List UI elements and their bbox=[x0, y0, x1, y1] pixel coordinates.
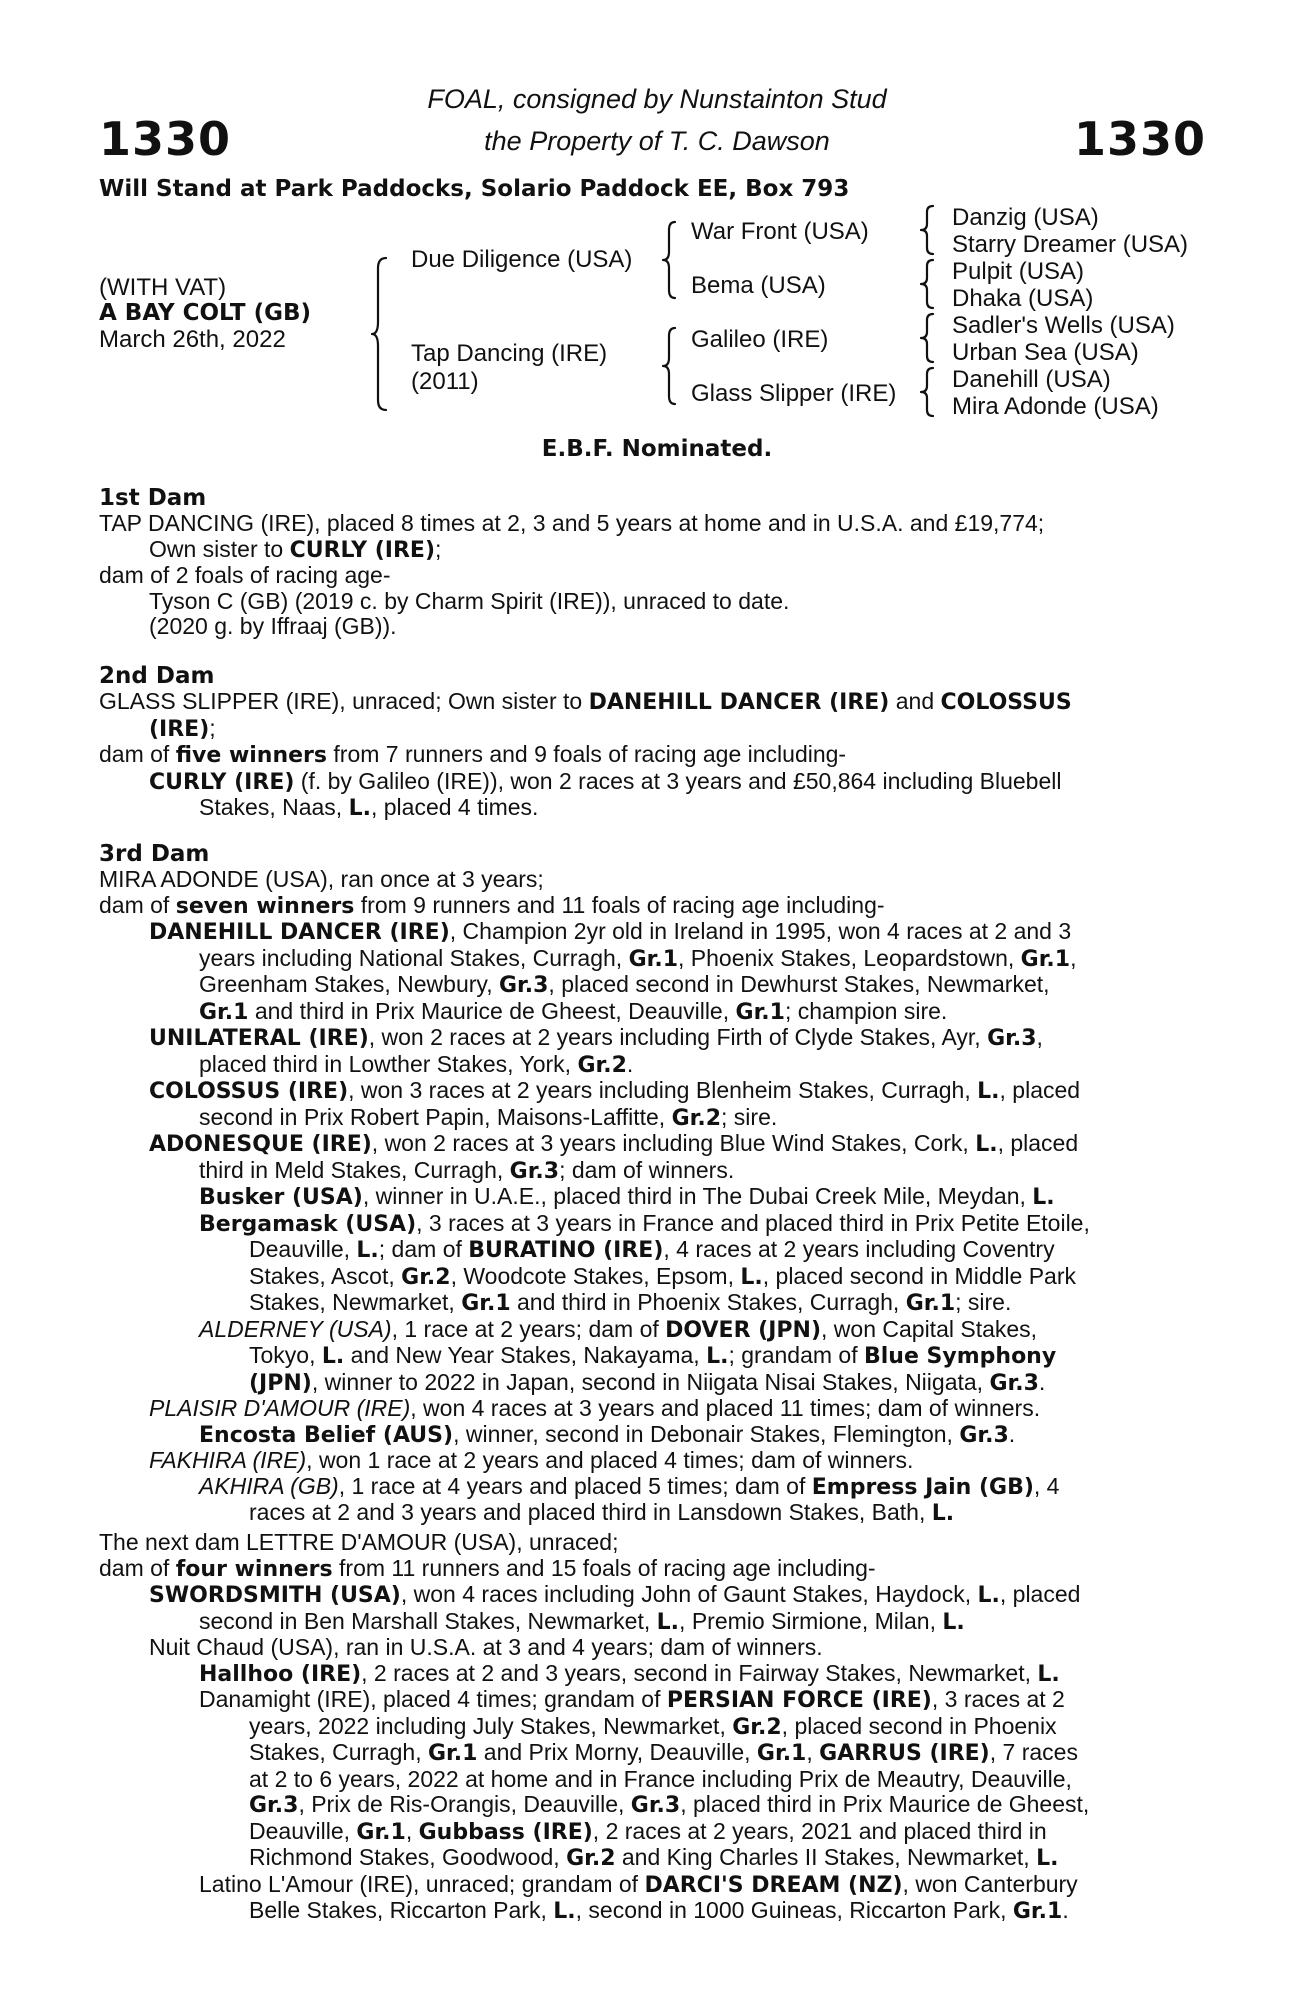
second-dam-line-2: (IRE); bbox=[149, 714, 216, 742]
second-dam-line-3: dam of five winners from 7 runners and 9 foals of racing age including- bbox=[99, 741, 847, 768]
third-dam-line-2: dam of seven winners from 9 runners and 11 foals of racing age including- bbox=[99, 891, 885, 919]
dam: Tap Dancing (IRE) bbox=[411, 340, 608, 367]
stand-location: Will Stand at Park Paddocks, Solario Paddock EE, Box 793 bbox=[99, 176, 850, 202]
produce-line: Deauville, L.; dam of BURATINO (IRE), 4 races at 2 years including Coventry bbox=[249, 1236, 1055, 1263]
second-dam-heading: 2nd Dam bbox=[99, 663, 215, 689]
pedigree-brace-3d bbox=[921, 366, 937, 418]
first-dam-line-1: TAP DANCING (IRE), placed 8 times at 2, 3 and 5 years at home and in U.S.A. and £19,774; bbox=[99, 510, 1045, 536]
produce-line: second in Ben Marshall Stakes, Newmarket, L., Premio Sirmione, Milan, L. bbox=[199, 1607, 965, 1635]
ancestor-8: Mira Adonde (USA) bbox=[952, 393, 1159, 420]
produce-latino-lamour: Latino L'Amour (IRE), unraced; grandam of DARCI'S DREAM (NZ), won Canterbury bbox=[199, 1870, 1078, 1898]
produce-plaisir-damour: PLAISIR D'AMOUR (IRE), won 4 races at 3 years and placed 11 times; dam of winners. bbox=[149, 1395, 1041, 1421]
horse-name: A BAY COLT (GB) bbox=[99, 300, 312, 326]
produce-colossus: COLOSSUS (IRE), won 3 races at 2 years including Blenheim Stakes, Curragh, L., placed bbox=[149, 1077, 1081, 1104]
produce-nuit-chaud: Nuit Chaud (USA), ran in U.S.A. at 3 and 4 years; dam of winners. bbox=[149, 1634, 823, 1660]
second-dam-produce-1: CURLY (IRE) (f. by Galileo (IRE)), won 2 races at 3 years and £50,864 including Bluebell bbox=[149, 767, 1062, 795]
produce-alderney: ALDERNEY (USA), 1 race at 2 years; dam of DOVER (JPN), won Capital Stakes, bbox=[199, 1315, 1038, 1343]
produce-line: races at 2 and 3 years and placed third in Lansdown Stakes, Bath, L. bbox=[249, 1499, 955, 1526]
pedigree-brace-3c bbox=[921, 312, 937, 364]
produce-line: Stakes, Newmarket, Gr.1 and third in Phoenix Stakes, Curragh, Gr.1; sire. bbox=[249, 1289, 1012, 1316]
produce-line: Deauville, Gr.1, Gubbass (IRE), 2 races at 2 years, 2021 and placed third in bbox=[249, 1817, 1047, 1845]
produce-line: Greenham Stakes, Newbury, Gr.3, placed second in Dewhurst Stakes, Newmarket, bbox=[199, 971, 1050, 998]
produce-line: placed third in Lowther Stakes, York, Gr.2. bbox=[199, 1050, 634, 1078]
produce-unilateral: UNILATERAL (IRE), won 2 races at 2 years including Firth of Clyde Stakes, Ayr, Gr.3, bbox=[149, 1024, 1043, 1051]
produce-line: Gr.1 and third in Prix Maurice de Gheest, Deauville, Gr.1; champion sire. bbox=[199, 997, 948, 1025]
third-dam-section bbox=[99, 842, 1203, 1527]
ancestor-7: Danehill (USA) bbox=[952, 366, 1111, 393]
first-dam-line-3: dam of 2 foals of racing age- bbox=[99, 562, 391, 588]
dam-year: (2011) bbox=[411, 368, 479, 395]
produce-swordsmith: SWORDSMITH (USA), won 4 races including John of Gaunt Stakes, Haydock, L., placed bbox=[149, 1581, 1081, 1608]
produce-akhira: AKHIRA (GB), 1 race at 4 years and placed 5 times; dam of Empress Jain (GB), 4 bbox=[199, 1472, 1060, 1500]
dam-sire: Galileo (IRE) bbox=[691, 326, 829, 353]
produce-danamight: Danamight (IRE), placed 4 times; grandam of PERSIAN FORCE (IRE), 3 races at 2 bbox=[199, 1686, 1065, 1713]
produce-adonesque: ADONESQUE (IRE), won 2 races at 3 years including Blue Wind Stakes, Cork, L., placed bbox=[149, 1130, 1079, 1157]
next-dam-section bbox=[99, 1530, 1203, 1925]
produce-fakhira: FAKHIRA (IRE), won 1 race at 2 years and placed 4 times; dam of winners. bbox=[149, 1447, 914, 1473]
lot-number-right: 1330 bbox=[1073, 112, 1206, 166]
pedigree-brace-2a bbox=[663, 220, 679, 300]
sire-sire: War Front (USA) bbox=[691, 218, 869, 245]
produce-line: years, 2022 including July Stakes, Newmarket, Gr.2, placed second in Phoenix bbox=[249, 1712, 1057, 1740]
produce-line: (JPN), winner to 2022 in Japan, second in Niigata Nisai Stakes, Niigata, Gr.3. bbox=[249, 1368, 1046, 1396]
first-dam-produce-1: Tyson C (GB) (2019 c. by Charm Spirit (IRE)), unraced to date. bbox=[149, 587, 790, 614]
ebf-nomination: E.B.F. Nominated. bbox=[541, 436, 773, 462]
produce-line: at 2 to 6 years, 2022 at home and in France including Prix de Meautry, Deauville, bbox=[249, 1765, 1072, 1792]
owner-line: the Property of T. C. Dawson bbox=[484, 126, 830, 156]
produce-line: Belle Stakes, Riccarton Park, L., second in 1000 Guineas, Riccarton Park, Gr.1. bbox=[249, 1897, 1069, 1924]
first-dam-produce-2: (2020 g. by Iffraaj (GB)). bbox=[149, 613, 397, 639]
first-dam-heading: 1st Dam bbox=[99, 485, 207, 511]
sire-dam: Bema (USA) bbox=[691, 272, 826, 299]
second-dam-section bbox=[99, 664, 1203, 822]
third-dam-heading: 3rd Dam bbox=[99, 841, 210, 867]
first-dam-line-2: Own sister to CURLY (IRE); bbox=[149, 535, 442, 563]
produce-encosta-belief: Encosta Belief (AUS), winner, second in Debonair Stakes, Flemington, Gr.3. bbox=[199, 1420, 1016, 1448]
ancestor-6: Urban Sea (USA) bbox=[952, 339, 1139, 366]
third-dam-line-1: MIRA ADONDE (USA), ran once at 3 years; bbox=[99, 866, 544, 892]
pedigree-brace-1 bbox=[372, 256, 394, 412]
produce-bergamask: Bergamask (USA), 3 races at 3 years in France and placed third in Prix Petite Etoile, bbox=[199, 1209, 1090, 1237]
lot-number-left: 1330 bbox=[99, 112, 232, 166]
sire: Due Diligence (USA) bbox=[411, 246, 633, 273]
produce-busker: Busker (USA), winner in U.A.E., placed third in The Dubai Creek Mile, Meydan, L. bbox=[199, 1183, 1055, 1210]
produce-line: years including National Stakes, Curragh, Gr.1, Phoenix Stakes, Leopardstown, Gr.1, bbox=[199, 944, 1077, 972]
ancestor-3: Pulpit (USA) bbox=[952, 258, 1085, 285]
produce-line: second in Prix Robert Papin, Maisons-Laffitte, Gr.2; sire. bbox=[199, 1103, 778, 1131]
next-dam-line-1: The next dam LETTRE D'AMOUR (USA), unraced; bbox=[99, 1529, 619, 1555]
vat-note: (WITH VAT) bbox=[99, 274, 227, 301]
first-dam-section bbox=[99, 486, 1203, 640]
ancestor-1: Danzig (USA) bbox=[952, 204, 1099, 231]
second-dam-line-1: GLASS SLIPPER (IRE), unraced; Own sister to DANEHILL DANCER (IRE) and COLOSSUS bbox=[99, 688, 1072, 715]
next-dam-line-2: dam of four winners from 11 runners and 15 foals of racing age including- bbox=[99, 1554, 876, 1582]
pedigree-brace-3b bbox=[921, 258, 937, 310]
produce-line: Stakes, Curragh, Gr.1 and Prix Morny, Deauville, Gr.1, GARRUS (IRE), 7 races bbox=[249, 1739, 1078, 1766]
ancestor-5: Sadler's Wells (USA) bbox=[952, 312, 1175, 339]
ancestor-4: Dhaka (USA) bbox=[952, 285, 1094, 312]
produce-line: Tokyo, L. and New Year Stakes, Nakayama, L.; grandam of Blue Symphony bbox=[249, 1342, 1057, 1369]
produce-danehill-dancer: DANEHILL DANCER (IRE), Champion 2yr old in Ireland in 1995, won 4 races at 2 and 3 bbox=[149, 918, 1072, 945]
ancestor-2: Starry Dreamer (USA) bbox=[952, 231, 1189, 258]
produce-line: Richmond Stakes, Goodwood, Gr.2 and King Charles II Stakes, Newmarket, L. bbox=[249, 1844, 1059, 1871]
second-dam-produce-2: Stakes, Naas, L., placed 4 times. bbox=[199, 794, 539, 821]
dam-dam: Glass Slipper (IRE) bbox=[691, 380, 897, 407]
produce-line: third in Meld Stakes, Curragh, Gr.3; dam of winners. bbox=[199, 1156, 735, 1184]
pedigree-brace-3a bbox=[921, 204, 937, 256]
produce-hallhoo: Hallhoo (IRE), 2 races at 2 and 3 years, second in Fairway Stakes, Newmarket, L. bbox=[199, 1659, 1060, 1687]
foaling-date: March 26th, 2022 bbox=[99, 326, 286, 353]
consignor-line: FOAL, consigned by Nunstainton Stud bbox=[427, 84, 887, 114]
produce-line: Gr.3, Prix de Ris-Orangis, Deauville, Gr.3, placed third in Prix Maurice de Gheest, bbox=[249, 1791, 1090, 1818]
produce-line: Stakes, Ascot, Gr.2, Woodcote Stakes, Epsom, L., placed second in Middle Park bbox=[249, 1262, 1076, 1290]
pedigree-brace-2b bbox=[663, 326, 679, 406]
